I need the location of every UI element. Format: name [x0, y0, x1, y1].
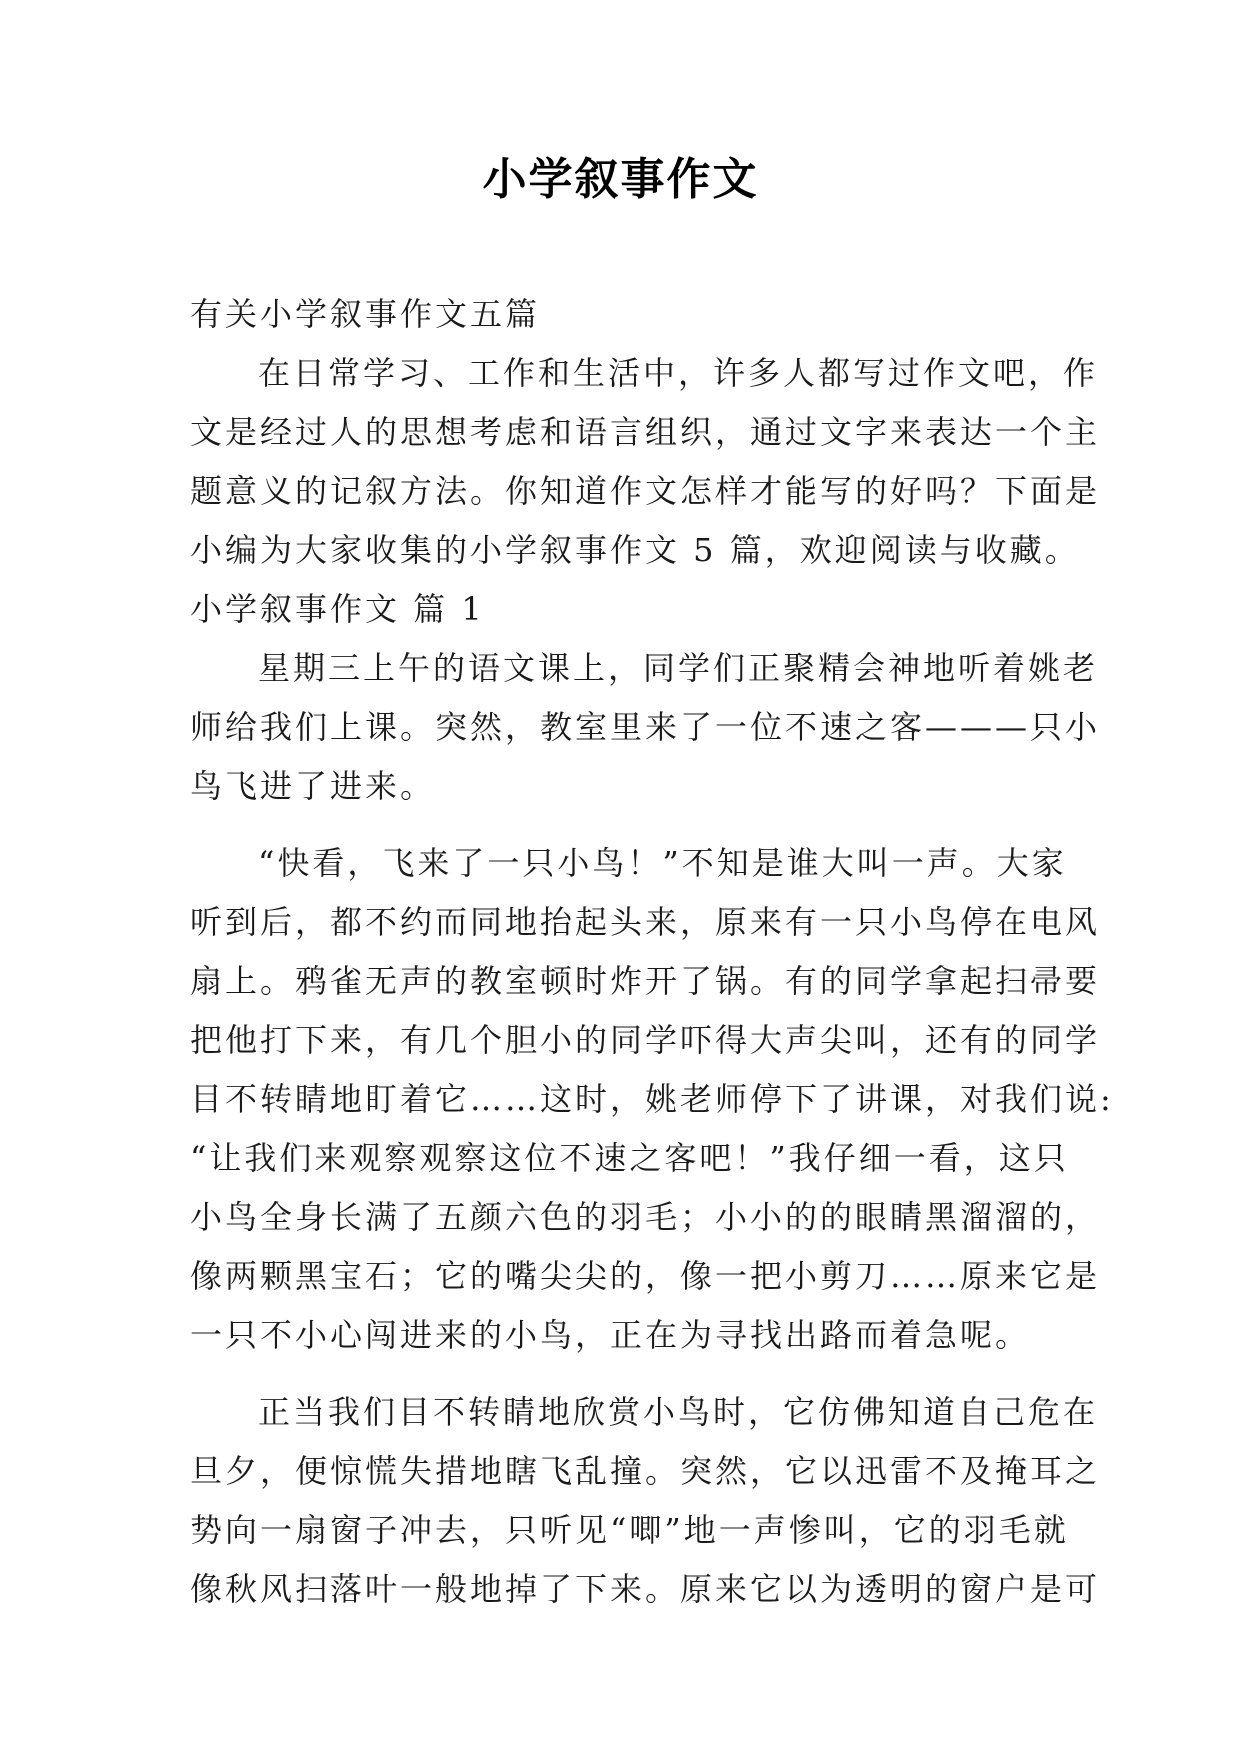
- paragraph-line: 正当我们目不转睛地欣赏小鸟时，它仿佛知道自己危在: [258, 1393, 1099, 1431]
- paragraph-line: 师给我们上课。突然，教室里来了一位不速之客———只小: [190, 708, 1101, 746]
- paragraph-line: 像两颗黑宝石；它的嘴尖尖的，像一把小剪刀……原来它是: [190, 1257, 1101, 1295]
- paragraph-line: 把他打下来，有几个胆小的同学吓得大声尖叫，还有的同学: [190, 1021, 1101, 1059]
- paragraph-line: 目不转睛地盯着它……这时，姚老师停下了讲课，对我们说:: [190, 1080, 1114, 1118]
- paragraph-line: 星期三上午的语文课上，同学们正聚精会神地听着姚老: [258, 649, 1099, 687]
- paragraph-line: 鸟飞进了进来。: [190, 767, 436, 805]
- paragraph-line: 题意义的记叙方法。你知道作文怎样才能写的好吗？下面是: [190, 472, 1101, 510]
- document-title: 小学叙事作文: [482, 154, 759, 205]
- paragraph-line: 势向一扇窗子冲去，只听见“唧”地一声惨叫，它的羽毛就: [190, 1511, 1069, 1549]
- paragraph-line: 在日常学习、工作和生活中，许多人都写过作文吧，作: [258, 354, 1099, 392]
- paragraph-line: 一只不小心闯进来的小鸟，正在为寻找出路而着急呢。: [190, 1316, 1031, 1354]
- paragraph-line: 像秋风扫落叶一般地掉了下来。原来它以为透明的窗户是可: [190, 1570, 1101, 1608]
- section-heading: 小学叙事作文 篇 1: [190, 590, 485, 628]
- paragraph-line: 听到后，都不约而同地抬起头来，原来有一只小鸟停在电风: [190, 903, 1101, 941]
- paragraph-line: 扇上。鸦雀无声的教室顿时炸开了锅。有的同学拿起扫帚要: [190, 962, 1101, 1000]
- paragraph-line: “让我们来观察观察这位不速之客吧！”我仔细一看，这只: [190, 1139, 1069, 1177]
- paragraph-line: 旦夕，便惊慌失措地瞎飞乱撞。突然，它以迅雷不及掩耳之: [190, 1452, 1101, 1490]
- document-body: [190, 285, 1114, 1619]
- paragraph-line: 小编为大家收集的小学叙事作文 5 篇，欢迎阅读与收藏。: [190, 531, 1080, 569]
- paragraph-line: 小鸟全身长满了五颜六色的羽毛；小小的的眼睛黑溜溜的，: [190, 1198, 1101, 1236]
- paragraph-line: 文是经过人的思想考虑和语言组织，通过文字来表达一个主: [190, 413, 1101, 451]
- paragraph-line: “快看，飞来了一只小鸟！”不知是谁大叫一声。大家: [258, 844, 1067, 882]
- subtitle-line: 有关小学叙事作文五篇: [190, 295, 541, 333]
